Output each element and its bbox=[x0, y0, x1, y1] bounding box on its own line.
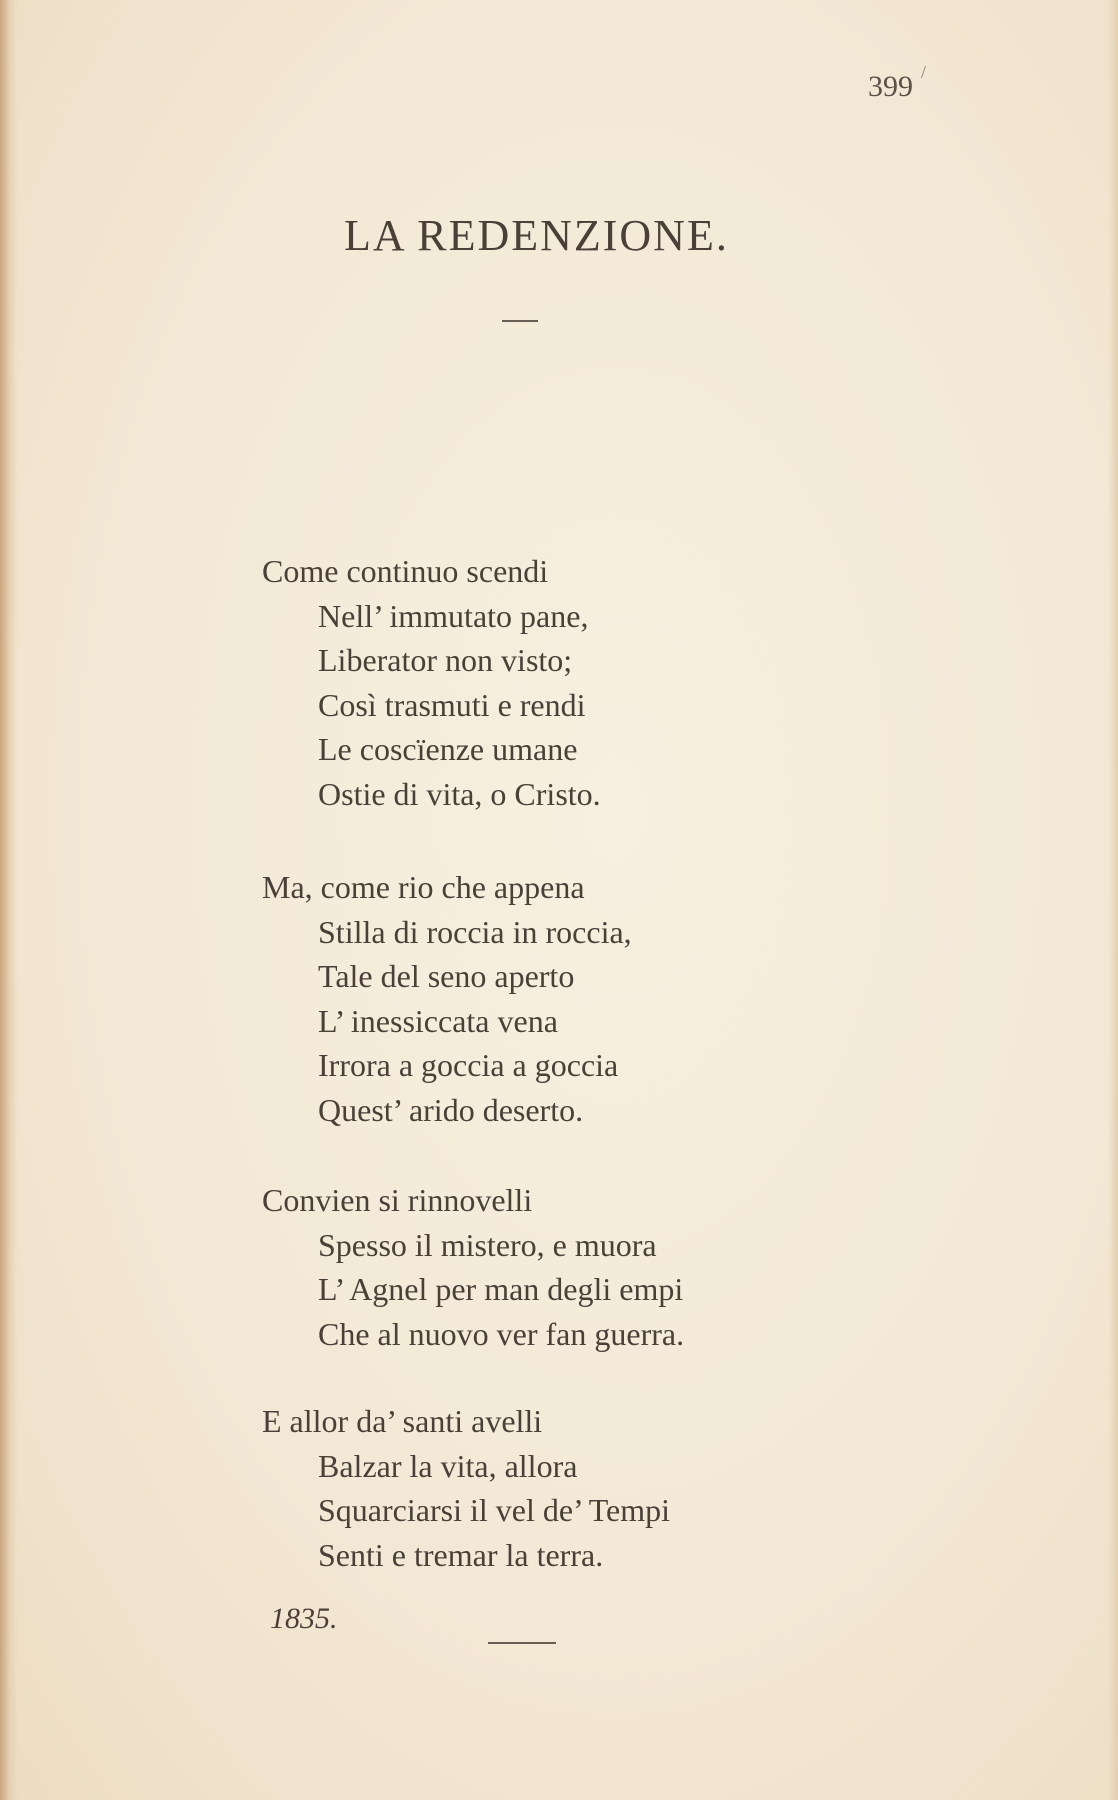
stanza-4 bbox=[262, 1399, 670, 1577]
poem-date: 1835. bbox=[270, 1602, 338, 1635]
verse-line: Ostie di vita, o Cristo. bbox=[318, 775, 601, 812]
verse-line: Come continuo scendi bbox=[262, 553, 549, 589]
verse-line: Ma, come rio che appena bbox=[262, 869, 585, 905]
verse-line: Liberator non visto; bbox=[318, 642, 573, 678]
poem-title: LA REDENZIONE. bbox=[344, 211, 729, 260]
stanza-2 bbox=[262, 865, 632, 1132]
stanza-1 bbox=[262, 549, 601, 816]
verse-line: Quest’ arido deserto. bbox=[318, 1091, 584, 1128]
verse-line: Irrora a goccia a goccia bbox=[318, 1047, 619, 1083]
verse-line: Convien si rinnovelli bbox=[262, 1182, 533, 1218]
verse-line: L’ Agnel per man degli empi bbox=[318, 1271, 684, 1307]
verse-line: Squarciarsi il vel de’ Tempi bbox=[318, 1492, 671, 1528]
verse-line: E allor da’ santi avelli bbox=[262, 1403, 543, 1439]
verse-line: Così trasmuti e rendi bbox=[318, 686, 586, 723]
end-rule bbox=[488, 1642, 556, 1644]
stanza-3 bbox=[262, 1178, 684, 1356]
verse-line: Balzar la vita, allora bbox=[318, 1447, 578, 1484]
verse-line: Che al nuovo ver fan guerra. bbox=[318, 1315, 685, 1352]
verse-line: Senti e tremar la terra. bbox=[318, 1536, 604, 1573]
title-rule bbox=[502, 320, 538, 322]
verse-line: Nell’ immutato pane, bbox=[318, 597, 589, 634]
page-number: 399 bbox=[868, 70, 913, 103]
verse-line: Stilla di roccia in roccia, bbox=[318, 913, 632, 950]
verse-line: Spesso il mistero, e muora bbox=[318, 1226, 657, 1263]
verse-line: Tale del seno aperto bbox=[318, 958, 575, 994]
verse-line: L’ inessiccata vena bbox=[318, 1002, 558, 1039]
page-edge bbox=[1108, 0, 1118, 1800]
page-number-mark: / bbox=[921, 62, 927, 82]
binding-shadow bbox=[0, 0, 18, 1800]
verse-line: Le coscïenze umane bbox=[318, 731, 578, 767]
